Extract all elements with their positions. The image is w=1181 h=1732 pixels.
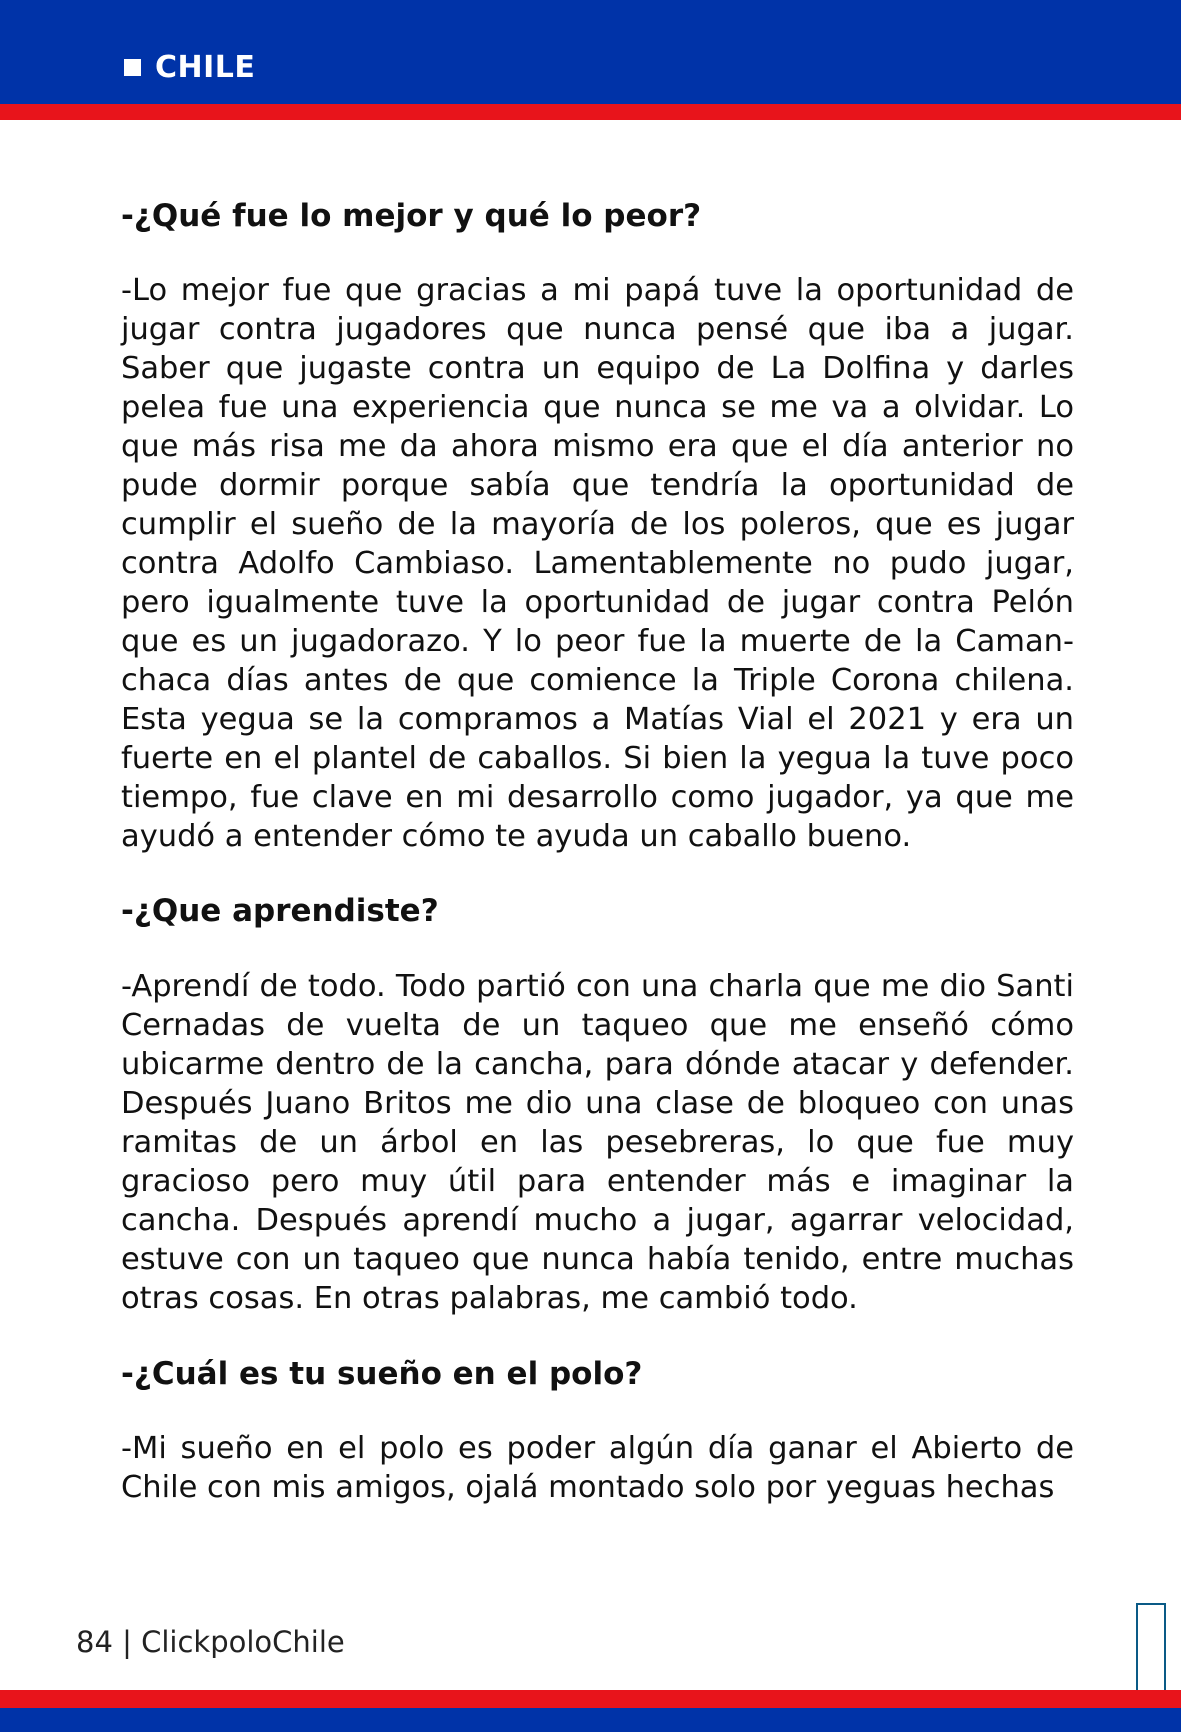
article-body — [121, 196, 1074, 1507]
question-2: -¿Que aprendiste? — [121, 893, 439, 929]
header-red-stripe — [0, 104, 1181, 120]
answer-1: -Lo mejor fue que gracias a mi papá tuve la oportunidad de jugar contra jugadores que nunca pensé que iba a jugar. Saber que jugaste contra un equipo de La Dolfina y darles pelea fue una experiencia que nunca se me va a olvidar. Lo que más risa me da ahora mismo era que el día anterior no pude dormir porque sabía que tendría la oportunidad de cumplir el sueño de la mayoría de los poleros, que es jugar contra Adolfo Cambiaso. Lamentablemente no pudo jugar, pero igualmente tuve la oportunidad de jugar contra Pelón que es un jugadorazo. Y lo peor fue la muerte de la Caman-chaca días antes de que comience la Triple Corona chilena. Esta yegua se la compramos a Matías Vial el 2021 y era un fuerte en el plantel de caballos. Si bien la yegua la tuve poco tiempo, fue clave en mi desarrollo como jugador, ya que me ayudó a entender cómo te ayuda un caballo bueno. — [121, 273, 1074, 854]
square-bullet-icon — [124, 59, 141, 76]
page-number-footer: 84 | ClickpoloChile — [76, 1625, 345, 1659]
footer-red-stripe — [0, 1690, 1181, 1708]
answer-3: -Mi sueño en el polo es poder algún día ganar el Abierto de Chile con mis amigos, ojalá montado solo por yeguas hechas — [121, 1431, 1074, 1505]
question-3: -¿Cuál es tu sueño en el polo? — [121, 1356, 643, 1392]
section-label — [124, 50, 255, 85]
answer-2: -Aprendí de todo. Todo partió con una charla que me dio Santi Cernadas de vuelta de un taqueo que me enseñó cómo ubicarme dentro de la cancha, para dónde atacar y defender. Después Juano Britos me dio una clase de bloqueo con unas ramitas de un árbol en las pesebreras, lo que fue muy gracioso pero muy útil para entender más e imaginar la cancha. Después aprendí mucho a jugar, agarrar velocidad, estuve con un taqueo que nunca había tenido, entre muchas otras cosas. En otras palabras, me cambió todo. — [121, 969, 1074, 1316]
page-tab-marker — [1136, 1603, 1166, 1691]
section-title: CHILE — [155, 50, 256, 85]
footer-band — [0, 1708, 1181, 1732]
question-1: -¿Qué fue lo mejor y qué lo peor? — [121, 198, 702, 234]
